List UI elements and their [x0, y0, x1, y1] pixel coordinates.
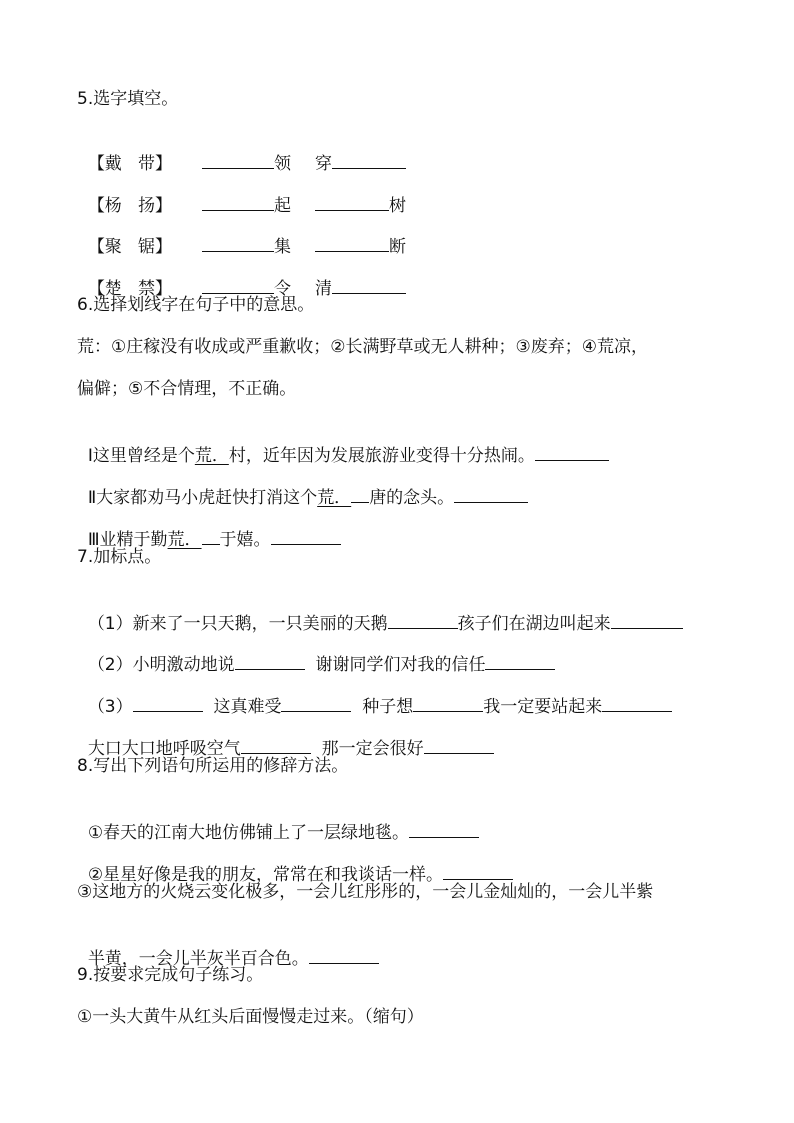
q8-title: 8.写出下列语句所运用的修辞方法。 — [77, 756, 349, 776]
q7-s1-part-b: 孩子们在湖边叫起来 — [457, 614, 611, 634]
q5-row-2-blank-a[interactable] — [202, 192, 274, 211]
q7-s3-part-b: 这真难受 — [202, 697, 282, 717]
q5-row-4-blank-a[interactable] — [202, 275, 274, 294]
q6-title: 6.选择划线字在句子中的意思。 — [77, 295, 315, 315]
q5-row-1-blank-a[interactable] — [202, 150, 274, 169]
q7-sentence-1 — [77, 588, 683, 635]
q8-sentence-1 — [77, 797, 479, 844]
q6-s2-answer-blank[interactable] — [454, 484, 528, 503]
q6-sentence-3 — [77, 504, 341, 551]
q6-s1-prefix: Ⅰ这里曾经是个 — [87, 446, 195, 466]
q6-sentence-2 — [77, 462, 528, 509]
q7-title: 7.加标点。 — [77, 547, 162, 567]
q8-s3-text-end: 半黄，一会儿半灰半百合色。 — [87, 949, 309, 969]
q7-s3-blank-2[interactable] — [281, 693, 351, 712]
q7-s3-blank-5[interactable] — [241, 735, 311, 754]
q7-sentence-3-cont — [77, 713, 494, 760]
q6-s2-marked-char: 荒． — [317, 488, 352, 508]
q5-row-4-blank-b[interactable] — [332, 275, 406, 294]
q5-row-2 — [77, 170, 406, 217]
q5-row-2-a-suffix: 起 — [274, 196, 292, 216]
q7-s2-blank-1[interactable] — [235, 651, 305, 670]
q5-row-4-a-suffix: 令 — [274, 279, 292, 299]
q7-s3-blank-6[interactable] — [424, 735, 494, 754]
q7-s3-blank-4[interactable] — [602, 693, 672, 712]
q7-sentence-2 — [77, 629, 555, 676]
q6-s3-prefix: Ⅲ业精于勤 — [87, 530, 168, 550]
q8-s1-answer-blank[interactable] — [409, 819, 479, 838]
q8-s3-answer-blank[interactable] — [309, 945, 379, 964]
q7-s3-blank-3[interactable] — [413, 693, 483, 712]
q6-s3-suffix: 于嬉。 — [219, 530, 271, 550]
q6-s2-prefix: Ⅱ大家都劝马小虎赶快打消这个 — [87, 488, 318, 508]
q6-s1-marked-char: 荒． — [194, 446, 229, 466]
q7-s3-part-f: 那一定会很好 — [310, 739, 424, 759]
q8-sentence-3-line-2 — [77, 923, 379, 970]
q5-row-3 — [77, 211, 406, 258]
q6-s3-underline — [202, 526, 220, 545]
q5-row-1-a-suffix: 领 — [274, 154, 292, 174]
q5-row-2-blank-b[interactable] — [315, 192, 389, 211]
q8-s2-answer-blank[interactable] — [443, 861, 513, 880]
q5-row-4-group: 【楚 禁】 — [87, 279, 173, 299]
q5-row-1-blank-b[interactable] — [332, 150, 406, 169]
q7-s3-part-c: 种子想 — [351, 697, 414, 717]
q9-title: 9.按要求完成句子练习。 — [77, 965, 264, 985]
q5-row-1-group: 【戴 带】 — [87, 154, 173, 174]
q5-row-4 — [77, 253, 406, 300]
q5-row-2-b-suffix: 树 — [389, 196, 407, 216]
q8-s1-text: ①春天的江南大地仿佛铺上了一层绿地毯。 — [87, 823, 410, 843]
q9-sentence-1: ①一头大黄牛从红头后面慢慢走过来。（缩句） — [77, 1007, 424, 1027]
q6-s3-answer-blank[interactable] — [271, 526, 341, 545]
q7-s1-blank-2[interactable] — [611, 610, 683, 629]
q6-s2-underline — [351, 484, 369, 503]
q8-s2-text: ②星星好像是我的朋友，常常在和我谈话一样。 — [87, 865, 444, 885]
q7-sentence-3 — [77, 671, 672, 718]
q7-s1-part-a: （1）新来了一只天鹅，一只美丽的天鹅 — [87, 614, 388, 634]
q5-row-3-b-suffix: 断 — [389, 237, 407, 257]
q6-definition-line-1: 荒：①庄稼没有收成或严重歉收；②长满野草或无人耕种；③废弃；④荒凉， — [77, 337, 648, 357]
q6-s1-suffix: 村，近年因为发展旅游业变得十分热闹。 — [228, 446, 535, 466]
q5-row-2-group: 【杨 扬】 — [87, 196, 173, 216]
q5-row-1 — [77, 128, 406, 175]
q7-s3-part-e: 大口大口地呼吸空气 — [87, 739, 241, 759]
q6-s2-suffix: 唐的念头。 — [369, 488, 455, 508]
q6-s3-marked-char: 荒． — [167, 530, 202, 550]
q6-sentence-1 — [77, 420, 609, 467]
q7-s3-blank-1[interactable] — [133, 693, 203, 712]
q7-s2-part-b: 谢谢同学们对我的信任 — [304, 655, 486, 675]
q6-definition-line-2: 偏僻；⑤不合情理，不正确。 — [77, 379, 297, 399]
q5-row-4-b-prefix: 清 — [315, 279, 333, 299]
q5-row-3-blank-a[interactable] — [202, 233, 274, 252]
q5-row-3-group: 【聚 锯】 — [87, 237, 173, 257]
q6-s1-answer-blank[interactable] — [535, 442, 609, 461]
q5-row-3-a-suffix: 集 — [274, 237, 292, 257]
q8-sentence-2 — [77, 839, 513, 886]
q5-row-3-blank-b[interactable] — [315, 233, 389, 252]
q8-sentence-3-line-1: ③这地方的火烧云变化极多，一会儿红彤彤的，一会儿金灿灿的，一会儿半紫 — [77, 882, 654, 902]
q5-row-1-b-prefix: 穿 — [315, 154, 333, 174]
q7-s1-blank-1[interactable] — [388, 610, 458, 629]
q7-s2-blank-2[interactable] — [485, 651, 555, 670]
q5-title: 5.选字填空。 — [77, 89, 179, 109]
q7-s3-part-d: 我一定要站起来 — [483, 697, 603, 717]
q7-s3-part-a: （3） — [87, 697, 133, 717]
q7-s2-part-a: （2）小明激动地说 — [87, 655, 235, 675]
